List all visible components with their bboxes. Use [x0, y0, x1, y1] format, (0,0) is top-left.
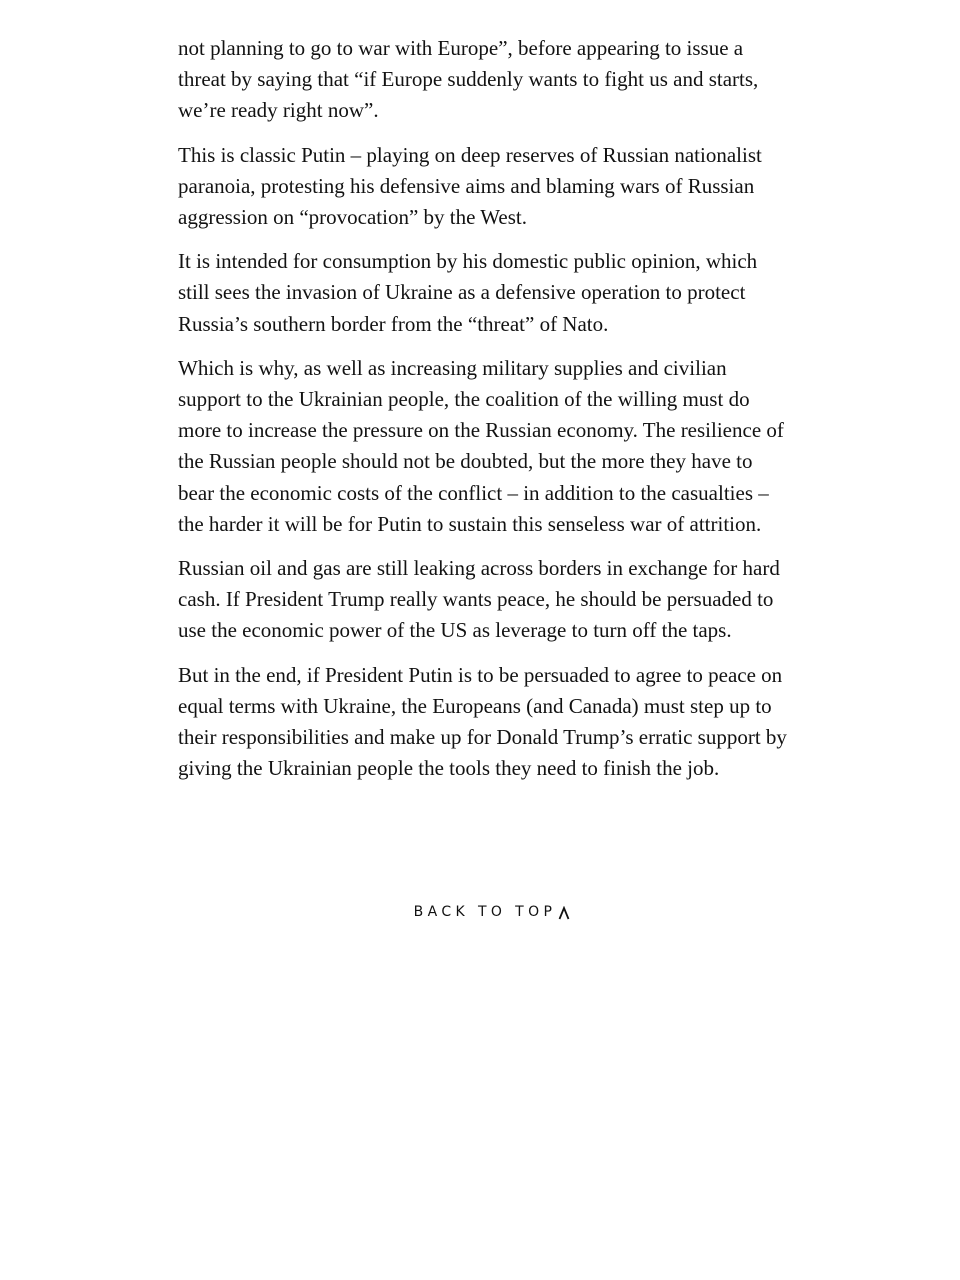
chevron-up-icon: [558, 906, 570, 920]
article-paragraph: not planning to go to war with Europe”, before appearing to issue a threat by saying that “if Europe suddenly wants to fight us and starts, we’re ready right now”.: [178, 36, 759, 123]
article-body: [178, 33, 790, 797]
article-paragraph: But in the end, if President Putin is to be persuaded to agree to peace on equal terms with Ukraine, the Europeans (and Canada) must step up to their responsibilities and make up for Donald Trump’s erratic support by giving the Ukrainian people the tools they need to finish the job.: [178, 662, 787, 781]
article-paragraph: This is classic Putin – playing on deep reserves of Russian nationalist paranoia, protesting his defensive aims and blaming wars of Russian aggression on “provocation” by the West.: [178, 142, 762, 230]
back-to-top-label: BACK TO TOP: [413, 904, 557, 920]
article-paragraph: It is intended for consumption by his domestic public opinion, which still sees the invasion of Ukraine as a defensive operation to protect Russia’s southern border from the “threat” of Nato.: [178, 249, 758, 336]
article-paragraph: Russian oil and gas are still leaking across borders in exchange for hard cash. If President Trump really wants peace, he should be persuaded to use the economic power of the US as leverage to turn off the taps.: [178, 556, 780, 643]
article-paragraph: Which is why, as well as increasing military supplies and civilian support to the Ukrainian people, the coalition of the willing must do more to increase the pressure on the Russian economy. The resilience of the Russian people should not be doubted, but the more they have to bear the economic costs of the conflict – in addition to the casualties – the harder it will be for Putin to sustain this senseless war of attrition.: [178, 355, 784, 536]
back-to-top-link[interactable]: [0, 904, 960, 920]
